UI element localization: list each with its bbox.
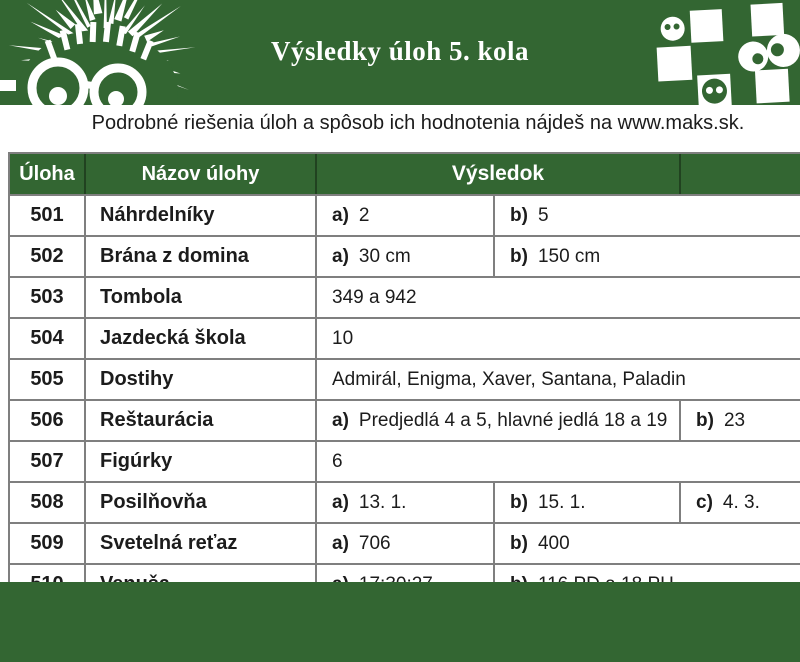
answer-value: 349 a 942 [332,286,417,308]
answer-label: b) [510,491,528,513]
task-results [317,442,800,481]
task-number: 505 [10,360,86,399]
result-part [317,483,493,522]
answer-value: 400 [537,532,570,554]
task-number: 509 [10,524,86,563]
task-number: 501 [10,196,86,235]
table-row [10,360,800,401]
table-header-row [10,154,800,196]
answer-value: 2 [358,204,370,226]
result-part [317,524,493,563]
table-row [10,196,800,237]
answer-value: 6 [332,450,343,472]
header-tail-cell [679,154,800,194]
task-results [317,319,800,358]
task-number: 503 [10,278,86,317]
table-body [10,196,800,606]
task-results [317,401,800,440]
answer-value: 4. 3. [722,491,760,513]
task-results [317,278,800,317]
table-row [10,319,800,360]
result-part [317,401,679,440]
task-name: Figúrky [86,442,317,481]
answer-label: b) [696,409,714,431]
checkerboard-eyes-icon [651,0,798,108]
task-number: 508 [10,483,86,522]
intro-text: Podrobné riešenia úloh a spôsob ich hodnotenia nájdeš na www.maks.sk. [91,112,745,134]
result-part [317,319,800,358]
task-number: 506 [10,401,86,440]
result-part [493,483,679,522]
table-row [10,442,800,483]
footer-band [0,582,800,662]
task-name: Brána z domina [86,237,317,276]
result-part [317,442,800,481]
task-results [317,196,800,235]
page-title: Výsledky úloh 5. kola [270,36,530,66]
table-row [10,483,800,524]
task-results [317,483,800,522]
answer-value: 150 cm [537,245,601,267]
header-name: Názov úlohy [86,154,317,194]
answer-label: a) [332,491,349,513]
answer-label: a) [332,532,349,554]
result-part [317,196,493,235]
answer-value: Admirál, Enigma, Xaver, Santana, Paladin [332,368,686,390]
task-results [317,360,800,399]
result-part [493,196,800,235]
task-name: Jazdecká škola [86,319,317,358]
answer-value: 30 cm [358,245,411,267]
result-part [317,237,493,276]
task-number: 507 [10,442,86,481]
table-row [10,278,800,319]
table-row [10,524,800,565]
table-row [10,401,800,442]
result-part [493,237,800,276]
task-name: Reštaurácia [86,401,317,440]
results-table [8,152,800,606]
task-number: 504 [10,319,86,358]
result-part [493,524,800,563]
header-result: Výsledok [451,162,545,185]
answer-label: b) [510,204,528,226]
top-banner [0,0,800,105]
answer-value: 15. 1. [537,491,586,513]
result-part [679,401,800,440]
answer-label: b) [510,532,528,554]
answer-value: 23 [723,409,746,431]
task-name: Posilňovňa [86,483,317,522]
result-part [679,483,800,522]
answer-label: a) [332,204,349,226]
answer-value: 5 [537,204,549,226]
answer-value: 13. 1. [358,491,407,513]
task-results [317,524,800,563]
task-results [317,237,800,276]
task-number: 502 [10,237,86,276]
task-name: Svetelná reťaz [86,524,317,563]
task-name: Tombola [86,278,317,317]
task-name: Dostihy [86,360,317,399]
header-task: Úloha [10,154,86,194]
answer-label: a) [332,245,349,267]
table-row [10,237,800,278]
answer-value: Predjedlá 4 a 5, hlavné jedlá 18 a 19 [358,409,668,431]
result-part [317,278,800,317]
answer-value: 706 [358,532,391,554]
answer-label: b) [510,245,528,267]
task-name: Náhrdelníky [86,196,317,235]
answer-label: a) [332,409,349,431]
result-part [317,360,800,399]
answer-label: c) [696,491,713,513]
answer-value: 10 [332,327,354,349]
